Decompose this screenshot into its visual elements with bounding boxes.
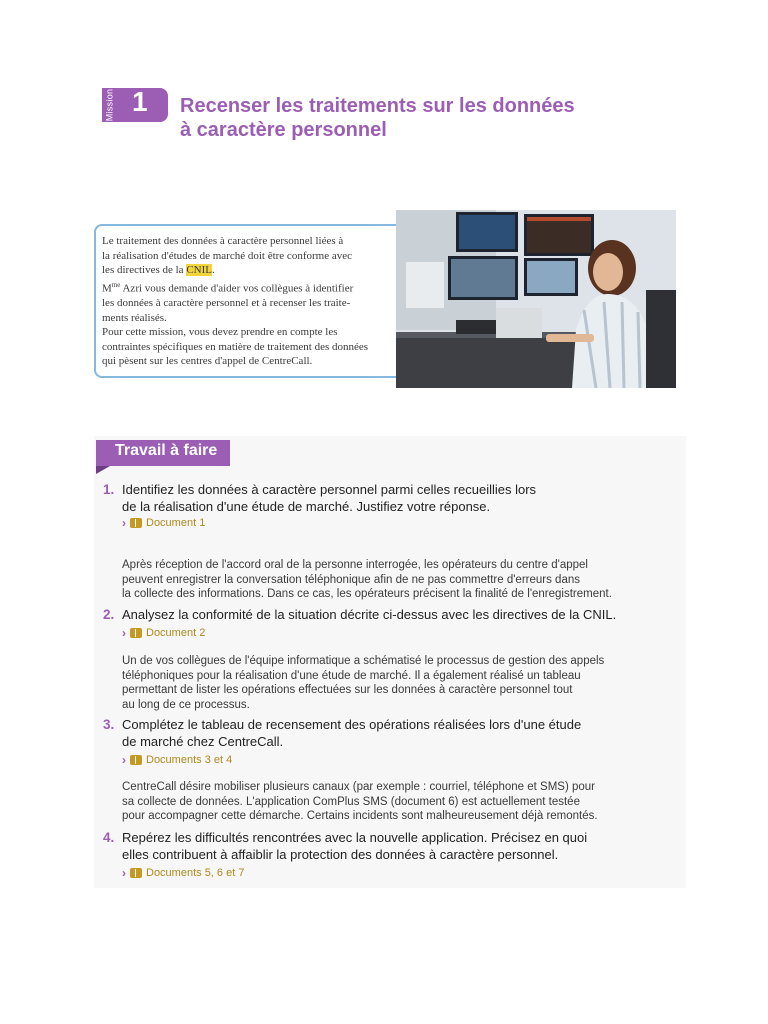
book-icon — [130, 628, 142, 638]
intro-line: Pour cette mission, vous devez prendre en compte les — [102, 326, 338, 339]
chevron-right-icon: › — [122, 516, 126, 530]
page-title — [180, 94, 650, 142]
question-number: 4. — [103, 830, 115, 845]
question-text — [122, 606, 682, 623]
question-line: Identifiez les données à caractère personnel parmi celles recueillies lors — [122, 482, 537, 497]
question-text — [122, 829, 682, 863]
book-icon — [130, 755, 142, 765]
intro-line-end: . — [211, 264, 215, 277]
intro-title-sup: me — [111, 280, 121, 289]
page-title-line-2: à caractère personnel — [180, 119, 387, 141]
page-title-line-1: Recenser les traitements sur les données — [180, 95, 575, 117]
question-number: 3. — [103, 717, 115, 732]
office-photo — [396, 210, 676, 388]
intro-line-rest: Azri vous demande d'aider vos collègues à identifier — [120, 282, 354, 295]
question-line: Complétez le tableau de recensement des opérations réalisées lors d'une étude — [122, 717, 582, 732]
paragraph-line: permettant de lister les opérations effectuées sur les données à caractère personnel tout — [122, 684, 573, 697]
paragraph-line: la collecte des informations. Dans ce cas, les opérateurs précisent la finalité de l'enregistrement. — [122, 588, 612, 601]
intro-text — [102, 234, 384, 369]
intro-line: contraintes spécifiques en matière de traitement des données — [102, 340, 369, 353]
document-reference[interactable] — [122, 753, 232, 767]
paragraph-line: pour accompagner cette démarche. Certains incidents sont malheureusement déjà remontés. — [122, 810, 598, 823]
paragraph-line: sa collecte de données. L'application ComPlus SMS (document 6) est actuellement testée — [122, 795, 580, 808]
document-reference-label: Document 1 — [146, 517, 206, 529]
intro-line — [102, 278, 384, 296]
book-icon — [130, 518, 142, 528]
document-reference[interactable] — [122, 516, 205, 530]
question-text — [122, 481, 682, 515]
question-line: Analysez la conformité de la situation décrite ci-dessus avec les directives de la CNIL. — [122, 607, 617, 622]
intro-line — [102, 263, 384, 278]
mission-label: Mission — [104, 88, 115, 122]
office-photo-illustration — [396, 210, 676, 388]
question-text — [122, 716, 682, 750]
question-line: Repérez les difficultés rencontrées avec la nouvelle application. Précisez en quoi — [122, 830, 588, 845]
paragraph-line: CentreCall désire mobiliser plusieurs canaux (par exemple : courriel, téléphone et SMS) pour — [122, 781, 595, 793]
question-number: 1. — [103, 482, 115, 497]
intro-line: qui pèsent sur les centres d'appel de CentreCall. — [102, 355, 313, 368]
paragraph-line: téléphoniques pour la réalisation d'une étude de marché. Il a également réalisé un tableau — [122, 669, 581, 682]
intro-line: la réalisation d'études de marché doit être conforme avec — [102, 249, 352, 262]
paragraph-line: au long de ce processus. — [122, 698, 250, 711]
context-paragraph — [122, 780, 682, 824]
chevron-right-icon: › — [122, 753, 126, 767]
question-number: 2. — [103, 607, 115, 622]
context-paragraph — [122, 654, 682, 712]
mission-label-wrap — [101, 86, 117, 124]
document-reference[interactable] — [122, 866, 244, 880]
question-line: elles contribuent à affaiblir la protection des données à caractère personnel. — [122, 847, 559, 862]
work-tab-tail — [96, 466, 110, 474]
document-reference[interactable] — [122, 626, 205, 640]
paragraph-line: Après réception de l'accord oral de la personne interrogée, les opérateurs du centre d'appel — [122, 559, 588, 571]
mission-number: 1 — [132, 86, 148, 117]
intro-line: ments réalisés. — [102, 311, 167, 324]
work-heading: Travail à faire — [115, 442, 218, 459]
document-reference-label: Document 2 — [146, 627, 206, 639]
chevron-right-icon: › — [122, 626, 126, 640]
cnil-highlight: CNIL — [186, 264, 212, 277]
intro-line-start: les directives de la — [102, 264, 187, 277]
document-reference-label: Documents 5, 6 et 7 — [146, 867, 245, 879]
document-reference-label: Documents 3 et 4 — [146, 754, 233, 766]
intro-line: les données à caractère personnel et à recenser les traite- — [102, 297, 351, 310]
intro-title-m: M — [102, 282, 112, 295]
question-line: de marché chez CentreCall. — [122, 734, 284, 749]
intro-line: Le traitement des données à caractère personnel liées à — [102, 235, 344, 247]
paragraph-line: peuvent enregistrer la conversation téléphonique afin de ne pas commettre d'erreurs dans — [122, 573, 580, 586]
book-icon — [130, 868, 142, 878]
context-paragraph — [122, 558, 682, 602]
question-line: de la réalisation d'une étude de marché. Justifiez votre réponse. — [122, 499, 491, 514]
paragraph-line: Un de vos collègues de l'équipe informatique a schématisé le processus de gestion des appels — [122, 655, 605, 667]
chevron-right-icon: › — [122, 866, 126, 880]
